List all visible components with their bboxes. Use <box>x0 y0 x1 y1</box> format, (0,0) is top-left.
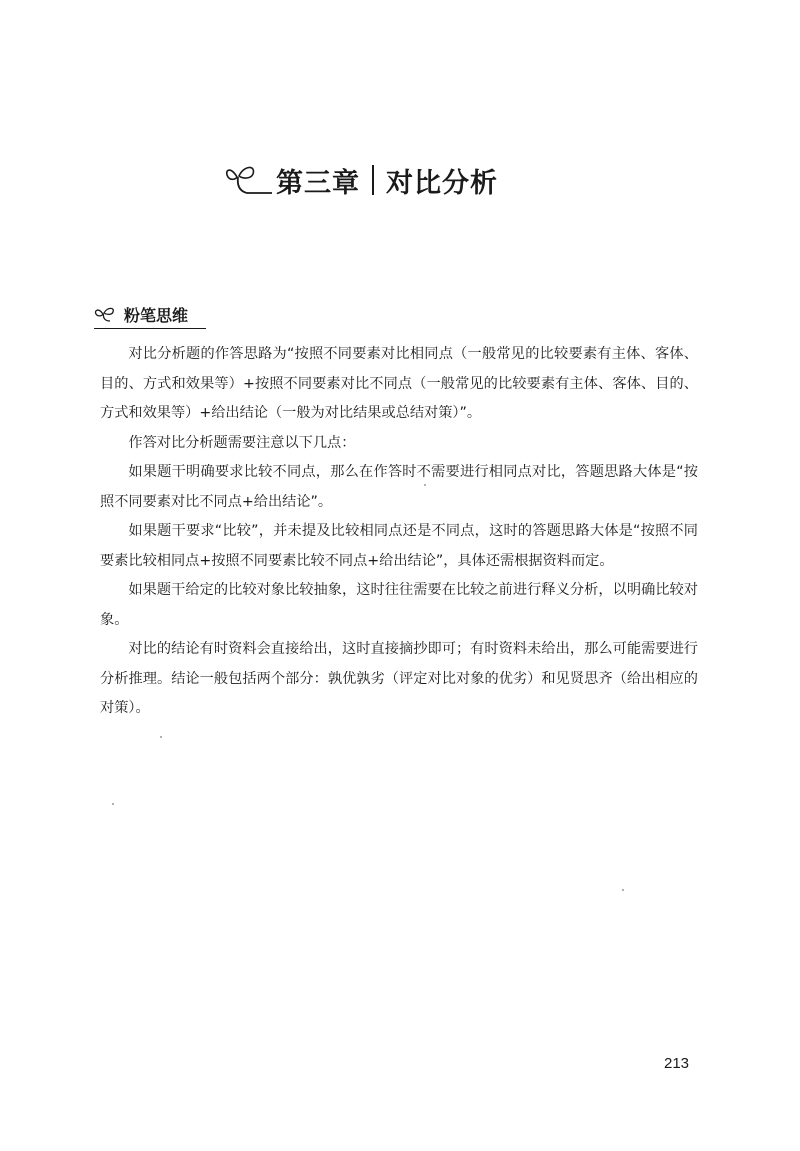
scan-speck <box>424 484 426 486</box>
chapter-title: 第三章 <box>276 167 360 199</box>
sprout-icon <box>222 155 274 205</box>
section-title: 粉笔思维 <box>124 305 189 325</box>
paragraph: 如果题干明确要求比较不同点，那么在作答时不需要进行相同点对比，答题思路大体是“按照不同要素对比不同点+给出结论”。 <box>100 464 698 510</box>
scan-speck <box>160 736 162 738</box>
page-number: 213 <box>664 1055 690 1072</box>
scan-speck <box>622 889 624 891</box>
paragraph: 作答对比分析题需要注意以下几点： <box>128 434 356 451</box>
scan-speck <box>112 803 114 805</box>
paragraph: 对比分析题的作答思路为“按照不同要素对比相同点（一般常见的比较要素有主体、客体、目的、方式和效果等）+按照不同要素对比不同点（一般常见的比较要素有主体、客体、目的、方式和效果等）+给出结论（一般为对比结果或总结对策）”。 <box>100 346 698 421</box>
paragraph: 如果题干给定的比较对象比较抽象，这时往往需要在比较之前进行释义分析，以明确比较对象。 <box>100 582 698 628</box>
leaf-icon <box>94 305 118 323</box>
paragraph: 对比的结论有时资料会直接给出，这时直接摘抄即可；有时资料未给出，那么可能需要进行分析推理。结论一般包括两个部分：孰优孰劣（评定对比对象的优劣）和见贤思齐（给出相应的对策）。 <box>100 641 698 716</box>
chapter-header <box>222 150 498 210</box>
paragraph: 如果题干要求“比较”，并未提及比较相同点还是不同点，这时的答题思路大体是“按照不同要素比较相同点+按照不同要素比较不同点+给出结论”，具体还需根据资料而定。 <box>100 523 698 569</box>
body-text <box>100 340 698 724</box>
section-heading <box>94 302 206 329</box>
chapter-divider <box>372 165 374 195</box>
chapter-subtitle: 对比分析 <box>386 167 498 199</box>
